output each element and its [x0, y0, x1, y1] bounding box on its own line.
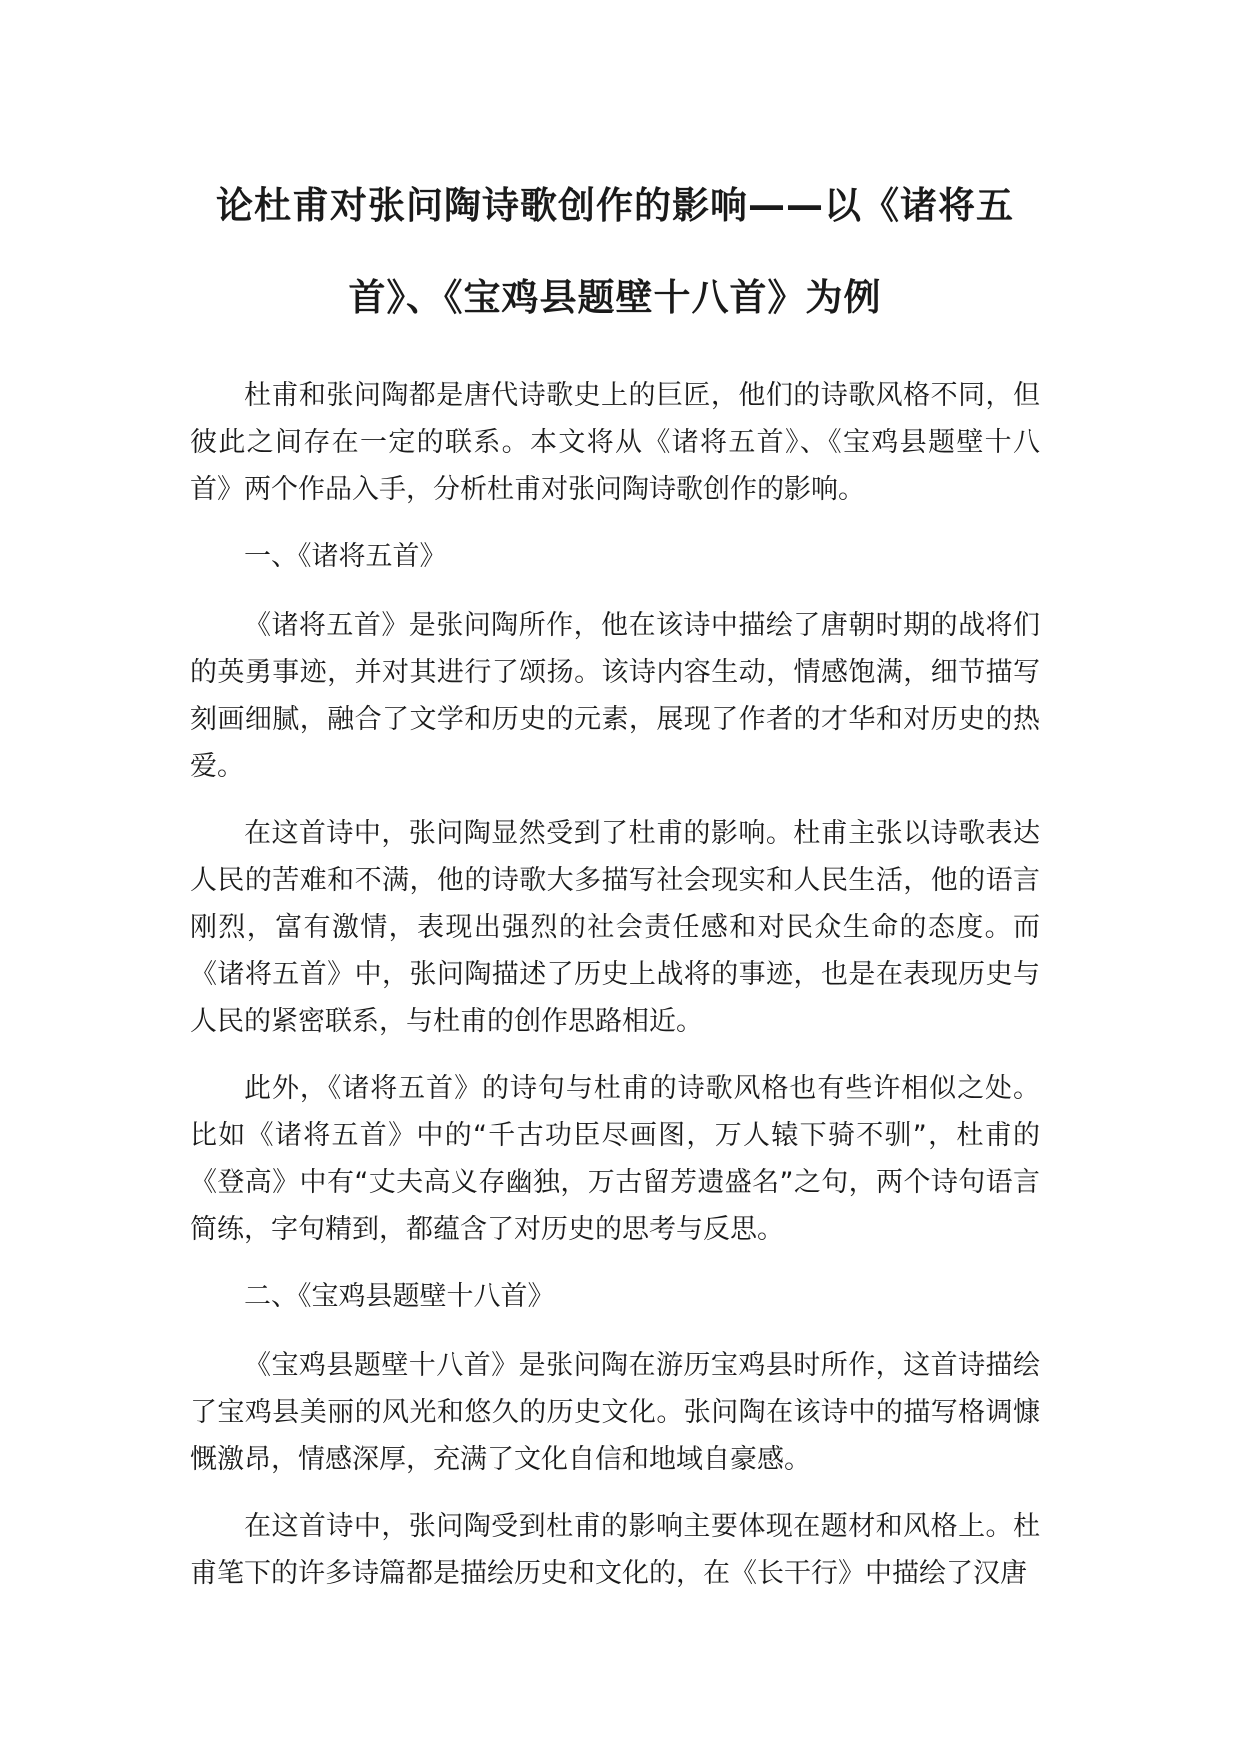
paragraph: 在这首诗中，张问陶显然受到了杜甫的影响。杜甫主张以诗歌表达人民的苦难和不满，他的诗歌大多描写社会现实和人民生活，他的语言刚烈，富有激情，表现出强烈的社会责任感和对民众生命的态度。而《诸将五首》中，张问陶描述了历史上战将的事迹，也是在表现历史与人民的紧密联系，与杜甫的创作思路相近。	[190, 818, 1040, 1037]
paragraph: 在这首诗中，张问陶受到杜甫的影响主要体现在题材和风格上。杜甫笔下的许多诗篇都是描绘历史和文化的，在《长干行》中描绘了汉唐	[190, 1511, 1040, 1589]
document-title: 论杜甫对张问陶诗歌创作的影响——以《诸将五首》、《宝鸡县题壁十八首》为例	[216, 184, 1014, 319]
paragraph: 《诸将五首》是张问陶所作，他在该诗中描绘了唐朝时期的战将们的英勇事迹，并对其进行了颂扬。该诗内容生动，情感饱满，细节描写刻画细腻，融合了文学和历史的元素，展现了作者的才华和对历史的热爱。	[190, 610, 1040, 782]
paragraph: 此外，《诸将五首》的诗句与杜甫的诗歌风格也有些许相似之处。比如《诸将五首》中的“千古功臣尽画图，万人辕下骑不驯”，杜甫的《登高》中有“丈夫高义存幽独，万古留芳遗盛名”之句，两个诗句语言简练，字句精到，都蕴含了对历史的思考与反思。	[190, 1073, 1040, 1245]
document-body	[190, 372, 1040, 1617]
section-heading-2: 二、《宝鸡县题壁十八首》	[244, 1281, 555, 1312]
paragraph-intro: 杜甫和张问陶都是唐代诗歌史上的巨匠，他们的诗歌风格不同，但彼此之间存在一定的联系。本文将从《诸将五首》、《宝鸡县题壁十八首》两个作品入手，分析杜甫对张问陶诗歌创作的影响。	[190, 380, 1040, 505]
paragraph: 《宝鸡县题壁十八首》是张问陶在游历宝鸡县时所作，这首诗描绘了宝鸡县美丽的风光和悠久的历史文化。张问陶在该诗中的描写格调慷慨激昂，情感深厚，充满了文化自信和地域自豪感。	[190, 1350, 1040, 1475]
section-heading-1: 一、《诸将五首》	[244, 541, 447, 572]
